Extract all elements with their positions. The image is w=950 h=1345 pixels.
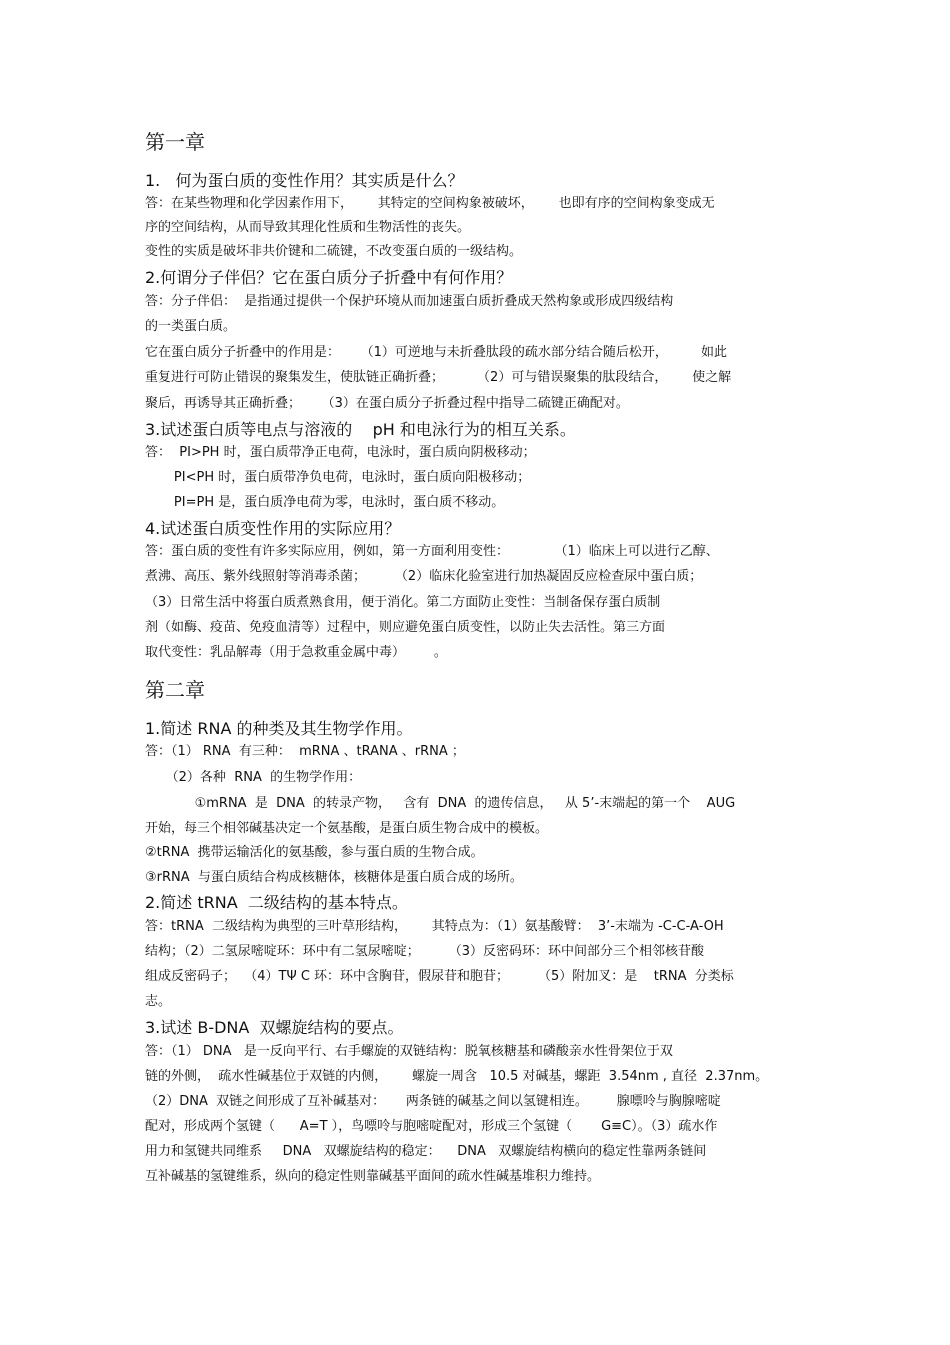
ch2-q1-answer-line: ③rRNA 与蛋白质结合构成核糖体，核糖体是蛋白质合成的场所。 (145, 870, 523, 885)
ch1-q1-answer-line: 变性的实质是破坏非共价键和二硫键，不改变蛋白质的一级结构。 (145, 244, 523, 259)
ch2-question-1: 1.简述 RNA 的种类及其生物学作用。 (145, 719, 413, 738)
ch1-q4-answer-line: 取代变性：乳品解毒（用于急救重金属中毒） 。 (145, 645, 447, 660)
ch1-q4-answer-line: （3）日常生活中将蛋白质煮熟食用，便于消化。第二方面防止变性：当制备保存蛋白质制 (145, 595, 661, 610)
ch1-q3-answer-line: PI<PH 时，蛋白质带净负电荷，电泳时，蛋白质向阳极移动； (145, 470, 531, 485)
ch1-q1-answer-line: 序的空间结构，从而导致其理化性质和生物活性的丧失。 (145, 220, 471, 235)
ch2-q2-answer-line: 志。 (145, 994, 172, 1009)
ch2-q2-answer-line: 组成反密码子； （4）TΨ C 环：环中含胸苷，假尿苷和胞苷； （5）附加叉：是 tRNA 分类标 (145, 969, 734, 984)
ch2-q1-answer-line: 答：（1） RNA 有三种： mRNA 、tRANA 、rRNA ； (145, 744, 465, 759)
ch2-q3-answer-line: 用力和氢键共同维系 DNA 双螺旋结构的稳定： DNA 双螺旋结构横向的稳定性靠两条链间 (145, 1144, 707, 1159)
chapter-2-title: 第二章 (145, 678, 205, 702)
ch2-q2-answer-line: 结构；（2）二氢尿嘧啶环：环中有二氢尿嘧啶； （3）反密码环：环中间部分三个相邻核苷酸 (145, 944, 704, 959)
ch2-q1-answer-line: ②tRNA 携带运输活化的氨基酸，参与蛋白质的生物合成。 (145, 845, 484, 860)
ch1-question-3: 3.试述蛋白质等电点与溶液的 pH 和电泳行为的相互关系。 (145, 420, 576, 439)
ch1-q2-answer-line: 它在蛋白质分子折叠中的作用是： （1）可逆地与未折叠肽段的疏水部分结合随后松开， 如此 (145, 345, 727, 360)
ch1-q4-answer-line: 煮沸、高压、紫外线照射等消毒杀菌； （2）临床化验室进行加热凝固反应检查尿中蛋白质； (145, 569, 703, 584)
ch1-q3-answer-line: PI=PH 是，蛋白质净电荷为零，电泳时，蛋白质不移动。 (145, 495, 505, 510)
ch2-q3-answer-line: 互补碱基的氢键维系，纵向的稳定性则靠碱基平面间的疏水性碱基堆积力维持。 (145, 1169, 601, 1184)
ch1-question-4: 4.试述蛋白质变性作用的实际应用？ (145, 519, 401, 538)
ch1-question-1: 1. 何为蛋白质的变性作用？其实质是什么？ (145, 171, 464, 190)
ch1-q2-answer-line: 重复进行可防止错误的聚集发生，使肽链正确折叠； （2）可与错误聚集的肽段结合， 使之解 (145, 370, 732, 385)
ch1-q2-answer-line: 的一类蛋白质。 (145, 319, 237, 334)
ch2-q1-answer-line: 开始，每三个相邻碱基决定一个氨基酸，是蛋白质生物合成中的模板。 (145, 821, 549, 836)
ch2-q3-answer-line: 答：（1） DNA 是一反向平行、右手螺旋的双链结构：脱氧核糖基和磷酸亲水性骨架位于双 (145, 1044, 673, 1059)
ch2-question-2: 2.简述 tRNA 二级结构的基本特点。 (145, 893, 408, 912)
chapter-1-title: 第一章 (145, 130, 205, 154)
ch1-q4-answer-line: 答：蛋白质的变性有许多实际应用，例如，第一方面利用变性： （1）临床上可以进行乙醇、 (145, 544, 719, 559)
ch2-q3-answer-line: 配对，形成两个氢键（ A=T ），鸟嘌呤与胞嘧啶配对，形成三个氢键（ G≡C）。（3）疏水作 (145, 1119, 718, 1134)
ch1-question-2: 2.何谓分子伴侣？它在蛋白质分子折叠中有何作用？ (145, 268, 513, 287)
ch1-q2-answer-line: 答：分子伴侣： 是指通过提供一个保护环境从而加速蛋白质折叠成天然构象或形成四级结构 (145, 294, 674, 309)
ch2-q1-answer-line: （2）各种 RNA 的生物学作用： (145, 770, 362, 785)
ch2-q3-answer-line: （2）DNA 双链之间形成了互补碱基对： 两条链的碱基之间以氢键相连。 腺嘌呤与胸腺嘧啶 (145, 1094, 721, 1109)
ch2-question-3: 3.试述 B-DNA 双螺旋结构的要点。 (145, 1018, 404, 1037)
ch1-q3-answer-line: 答： PI>PH 时，蛋白质带净正电荷，电泳时，蛋白质向阴极移动； (145, 445, 536, 460)
ch2-q3-answer-line: 链的外侧， 疏水性碱基位于双链的内侧， 螺旋一周含 10.5 对碱基，螺距 3.54nm , 直径 2.37nm。 (145, 1069, 769, 1084)
ch1-q4-answer-line: 剂（如酶、疫苗、免疫血清等）过程中，则应避免蛋白质变性，以防止失去活性。第三方面 (145, 620, 666, 635)
ch1-q1-answer-line: 答：在某些物理和化学因素作用下， 其特定的空间构象被破坏， 也即有序的空间构象变成无 (145, 196, 715, 211)
ch2-q2-answer-line: 答：tRNA 二级结构为典型的三叶草形结构， 其特点为：（1）氨基酸臂： 3’-末端为 -C-C-A-OH (145, 919, 724, 934)
ch2-q1-answer-line: ①mRNA 是 DNA 的转录产物， 含有 DNA 的遗传信息， 从 5’-末端起的第一个 AUG (145, 796, 736, 811)
ch1-q2-answer-line: 聚后，再诱导其正确折叠； （3）在蛋白质分子折叠过程中指导二硫键正确配对。 (145, 396, 629, 411)
